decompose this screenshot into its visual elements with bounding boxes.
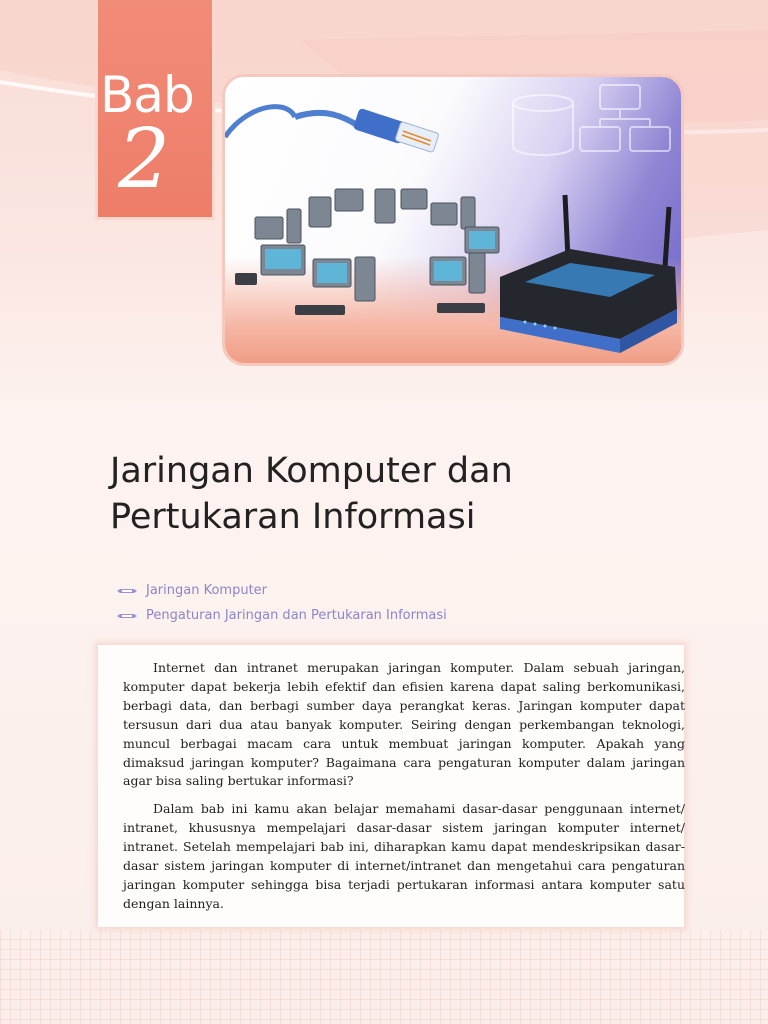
topic-item (116, 578, 447, 603)
pen-icon (116, 586, 138, 596)
topic-label: Pengaturan Jaringan dan Pertukaran Informasi (146, 608, 447, 623)
chapter-number: 2 (118, 112, 171, 207)
chapter-label: Bab (100, 66, 194, 124)
chapter-title-line1: Jaringan Komputer dan (110, 451, 513, 491)
topic-item (116, 603, 447, 628)
pen-icon (116, 611, 138, 621)
chapter-title-line2: Pertukaran Informasi (110, 497, 476, 537)
background-grid (0, 930, 768, 1024)
topic-list (116, 578, 447, 628)
intro-paragraph-2: Dalam bab ini kamu akan belajar memahami dasar-dasar penggunaan internet/ intranet, khususnya mempelajari dasar-dasar sistem jaringan komputer internet/ intranet. Setelah mempelajari bab ini, diharapkan kamu dapat mendeskripsikan dasar-dasar sistem jaringan komputer di internet/intranet dan mengetahui cara pengaturan jaringan komputer sehingga bisa terjadi pertukaran informasi antara komputer satu dengan lainnya. (123, 801, 685, 911)
intro-paragraph-1: Internet dan intranet merupakan jaringan komputer. Dalam sebuah jaringan, komputer dapat bekerja lebih efektif dan efisien karena dapat saling berkomunikasi, berbagi data, dan berbagi sumber daya perangkat keras. Jaringan komputer dapat tersusun dari dua atau banyak komputer. Seiring dengan perkembangan teknologi, muncul berbagai macam cara untuk membuat jaringan komputer. Apakah yang dimaksud jaringan komputer? Bagaimana cara pengaturan komputer dalam jaringan agar bisa saling bertukar informasi? (123, 660, 685, 789)
chapter-title (110, 448, 710, 540)
network-illustration (225, 77, 684, 366)
hero-image (222, 74, 684, 366)
topic-label: Jaringan Komputer (146, 583, 268, 598)
